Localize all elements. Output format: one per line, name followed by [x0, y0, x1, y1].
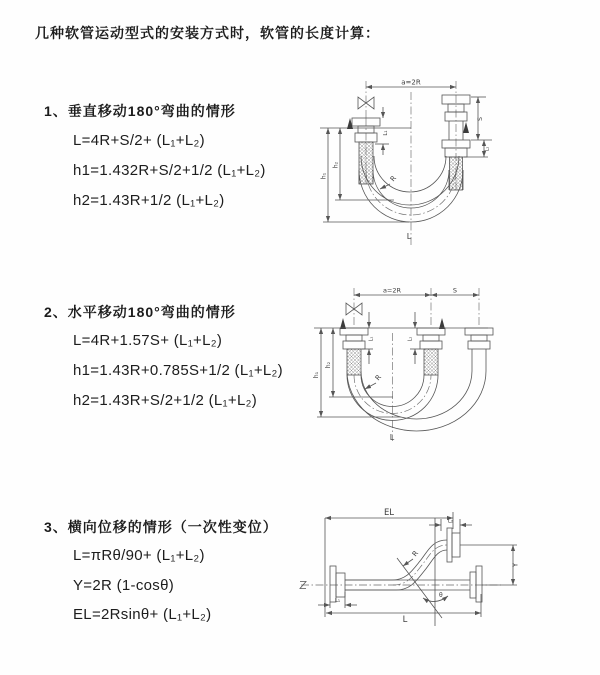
dim-label-h2: h₂: [332, 161, 340, 169]
dim-label-r: R: [373, 373, 384, 383]
diagram-horizontal-180-bend: [306, 283, 506, 458]
movement-arrow-icon: [340, 318, 346, 329]
radius-leader: [365, 383, 376, 389]
dimension-l: [326, 594, 481, 617]
section-1-formula-l: L=4R+S/2+ (L₁+L₂): [73, 132, 205, 149]
upper-right-flange: [447, 528, 460, 562]
page-title: 几种软管运动型式的安装方式时，软管的长度计算：: [35, 25, 380, 41]
dim-label-s: S: [477, 117, 484, 121]
section-3-formula-y: Y=2R (1-cosθ): [73, 577, 175, 594]
hose-arcs: [347, 371, 486, 431]
section-3-heading: 3、横向位移的情形（一次性变位）: [44, 519, 278, 535]
section-1-formula-h2: h2=1.43R+1/2 (L₁+L₂): [73, 192, 225, 209]
radius-leader: [380, 184, 390, 189]
dim-label-theta: θ: [439, 592, 443, 599]
section-2-formula-h2: h2=1.43R+S/2+1/2 (L₁+L₂): [73, 392, 258, 409]
dim-label-l2: L₂: [407, 336, 414, 342]
dim-label-s: S: [452, 286, 458, 295]
dim-label-l: L: [389, 433, 395, 442]
dim-label-h1: h₁: [313, 371, 320, 379]
movement-arrow-icon: [463, 122, 469, 133]
angle-construction: [397, 518, 448, 626]
right-flange: [470, 566, 482, 602]
dim-label-a2r: a=2R: [382, 286, 402, 295]
left-hose-end: [340, 328, 368, 375]
dim-label-a2r: a=2R: [401, 78, 421, 87]
dim-label-l: L: [406, 232, 412, 241]
movement-arrow-icon: [439, 318, 445, 329]
centerlines: [366, 78, 456, 246]
dim-label-h2: h₂: [325, 361, 332, 369]
radius-leader: [403, 559, 413, 566]
dim-label-l1: L₁: [334, 598, 341, 604]
diagram-lateral-displacement: [296, 498, 541, 643]
section-3-formula-el: EL=2Rsinθ+ (L₁+L₂): [73, 606, 212, 623]
dim-label-l: L: [402, 615, 408, 625]
dim-label-r: R: [388, 174, 399, 184]
diagram-vertical-180-bend: [306, 76, 508, 254]
left-flange: [330, 566, 345, 602]
dim-label-y: Y: [511, 562, 520, 568]
middle-hose-end: [417, 328, 445, 375]
braid-hatch: [424, 349, 438, 375]
right-hose-end: [465, 328, 493, 371]
section-1-heading: 1、垂直移动180°弯曲的情形: [44, 103, 236, 119]
section-3-formula-l: L=πRθ/90+ (L₁+L₂): [73, 547, 205, 564]
dim-label-l2: L₂: [447, 518, 454, 525]
section-2-formula-h1: h1=1.43R+0.785S+1/2 (L₁+L₂): [73, 362, 283, 379]
dim-label-l1: L₁: [383, 130, 389, 136]
left-hose-end: [320, 118, 411, 184]
dim-label-l1: L₁: [368, 336, 375, 342]
braid-hatch: [347, 349, 361, 375]
section-2-heading: 2、水平移动180°弯曲的情形: [44, 304, 236, 320]
section-2-formula-l: L=4R+1.57S+ (L₁+L₂): [73, 332, 223, 349]
dim-label-l2: L₂: [484, 146, 491, 152]
dim-label-el: EL: [383, 508, 395, 518]
dim-label-h1: h₁: [320, 172, 328, 180]
section-1-formula-h1: h1=1.432R+S/2+1/2 (L₁+L₂): [73, 162, 266, 179]
s-curve-hose: [345, 540, 447, 590]
dim-label-r: R: [410, 549, 421, 559]
